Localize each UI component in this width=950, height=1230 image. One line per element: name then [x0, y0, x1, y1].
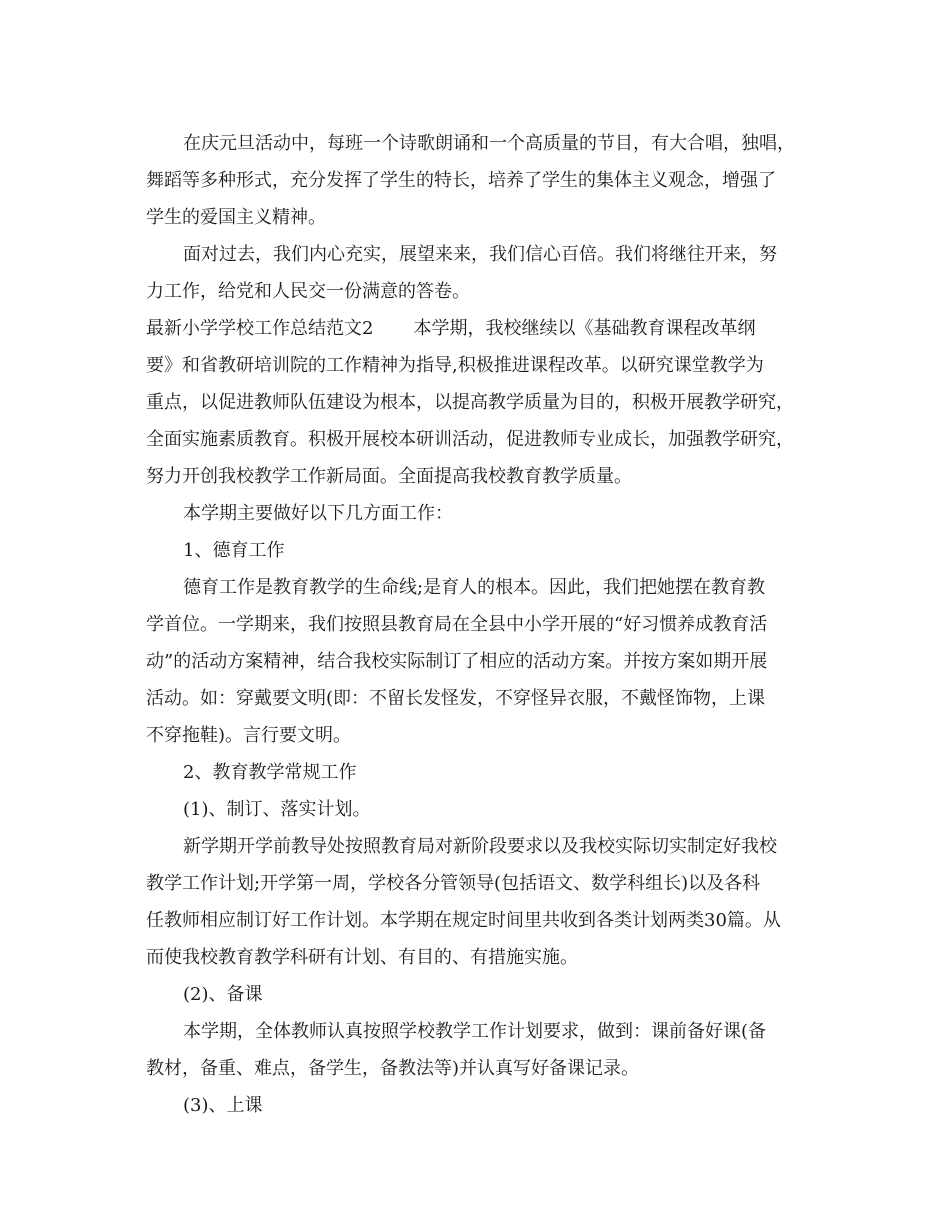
paragraph-line: 而使我校教育教学科研有计划、有目的、有措施实施。	[146, 947, 578, 968]
paragraph-line: 动”的活动方案精神，结合我校实际制订了相应的活动方案。并按方案如期开展	[146, 651, 768, 672]
paragraph-line: 要》和省教研培训院的工作精神为指导,积极推进课程改革。以研究课堂教学为	[146, 355, 764, 376]
paragraph-line: 努力开创我校教学工作新局面。全面提高我校教育教学质量。	[146, 466, 632, 487]
subheading: (3)、上课	[183, 1095, 263, 1116]
paragraph-line: 新学期开学前教导处按照教育局对新阶段要求以及我校实际切实制定好我校	[183, 836, 777, 857]
section-heading-line	[146, 316, 755, 342]
paragraph-text: 本学期，我校继续以《基础教育课程改革纲	[413, 318, 756, 339]
paragraph-line: 活动。如：穿戴要文明(即：不留长发怪发，不穿怪异衣服，不戴怪饰物，上课	[146, 688, 766, 709]
paragraph-line: 重点，以促进教师队伍建设为根本，以提高教学质量为目的，积极开展教学研究，	[146, 392, 794, 413]
paragraph-line: 教学工作计划;开学第一周，学校各分管领导(包括语文、数学科组长)以及各科	[146, 873, 761, 894]
paragraph-line: 全面实施素质教育。积极开展校本研训活动，促进教师专业成长，加强教学研究，	[146, 429, 794, 450]
paragraph-line: 本学期，全体教师认真按照学校教学工作计划要求，做到：课前备好课(备	[183, 1021, 767, 1042]
paragraph-line: 学生的爱国主义精神。	[146, 207, 326, 228]
paragraph-line: 舞蹈等多种形式，充分发挥了学生的特长，培养了学生的集体主义观念，增强了	[146, 170, 776, 191]
paragraph-line: 教材，备重、难点，备学生，备教法等)并认真写好备课记录。	[146, 1058, 640, 1079]
subheading: 1、德育工作	[183, 540, 285, 561]
section-title: 最新小学学校工作总结范文2	[146, 318, 374, 339]
paragraph-line: 力工作，给党和人民交一份满意的答卷。	[146, 281, 470, 302]
paragraph-line: 本学期主要做好以下几方面工作：	[183, 503, 453, 524]
paragraph-line: 不穿拖鞋)。言行要文明。	[146, 725, 352, 746]
paragraph-line: 德育工作是教育教学的生命线;是育人的根本。因此，我们把她摆在教育教	[183, 577, 766, 598]
subheading: 2、教育教学常规工作	[183, 762, 357, 783]
paragraph-line: 面对过去，我们内心充实，展望来来，我们信心百倍。我们将继往开来，努	[183, 244, 777, 265]
paragraph-line: 学首位。一学期来，我们按照县教育局在全县中小学开展的“好习惯养成教育活	[146, 614, 768, 635]
subheading: (2)、备课	[183, 984, 263, 1005]
subheading: (1)、制订、落实计划。	[183, 799, 371, 820]
paragraph-line: 任教师相应制订好工作计划。本学期在规定时间里共收到各类计划两类30篇。从	[146, 910, 781, 931]
paragraph-line: 在庆元旦活动中，每班一个诗歌朗诵和一个高质量的节目，有大合唱，独唱，	[183, 133, 795, 154]
